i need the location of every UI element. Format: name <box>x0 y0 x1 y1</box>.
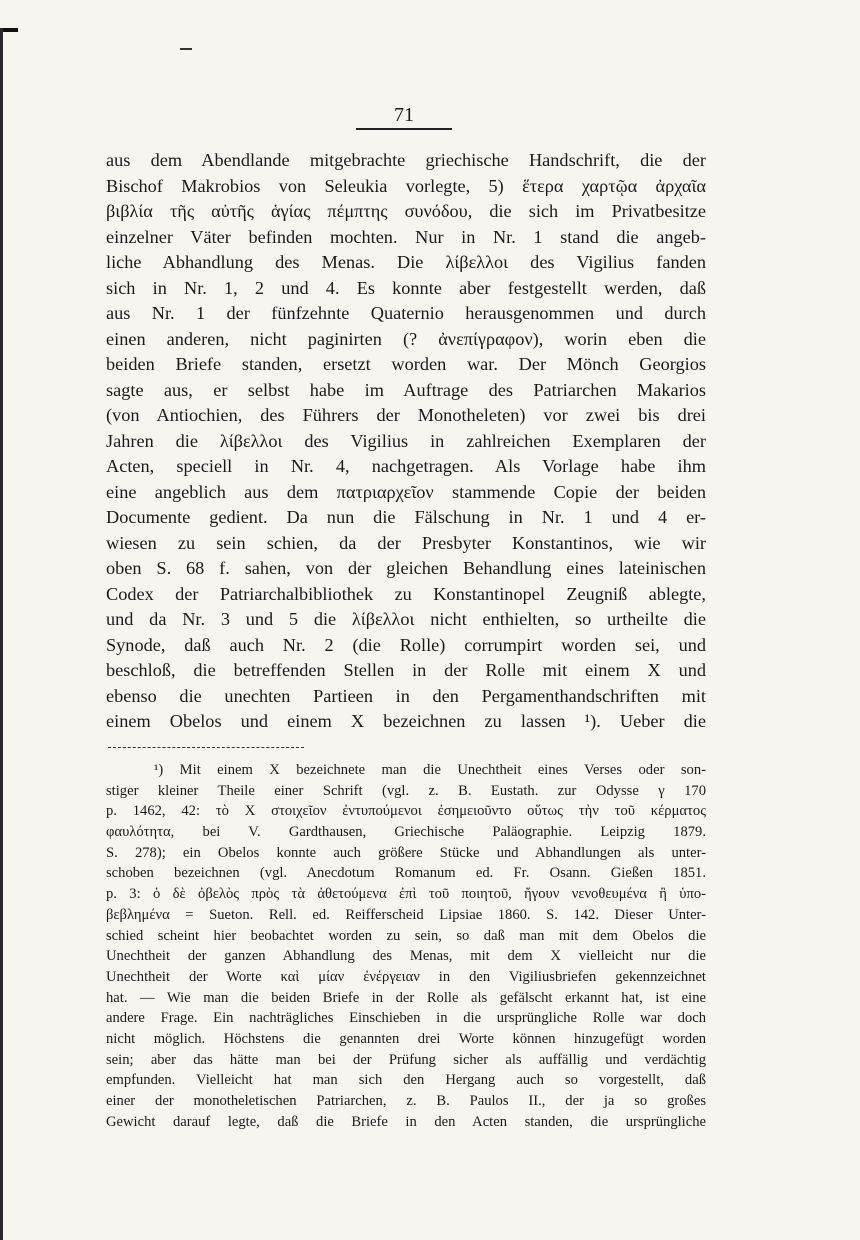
footnote-line: schoben bezeichnen (vgl. Anecdotum Romanum ed. Fr. Osann. Gießen 1851. <box>106 865 706 882</box>
body-line: liche Abhandlung des Menas. Die λίβελλοι des Vigilius fanden <box>106 252 706 272</box>
footnote-line: schied scheint hier beobachtet worden zu sein, so daß man mit dem Obelos die <box>106 927 706 944</box>
body-text <box>106 148 706 735</box>
body-line: aus dem Abendlande mitgebrachte griechische Handschrift, die der <box>106 150 706 170</box>
page-number: 71 <box>394 104 414 126</box>
body-line: Acten, speciell in Nr. 4, nachgetragen. Als Vorlage habe ihm <box>106 456 706 476</box>
footnotes <box>106 760 706 1132</box>
footnote-line: φαυλότητα, bei V. Gardthausen, Griechische Paläographie. Leipzig 1879. <box>106 824 706 841</box>
footnote-line: p. 1462, 42: τὸ X στοιχεῖον ἐντυπούμενοι ἐσημειοῦντο οὕτως τὴν τοῦ κέρματος <box>106 803 706 820</box>
body-line: einen anderen, nicht paginirten (? ἀνεπίγραφον), worin eben die <box>106 328 706 349</box>
body-line: aus Nr. 1 der fünfzehnte Quaternio herausgenommen und durch <box>106 303 706 323</box>
body-line: sich in Nr. 1, 2 und 4. Es konnte aber festgestellt werden, daß <box>106 277 706 298</box>
body-line: βιβλία τῆς αὐτῆς ἁγίας πέμπτης συνόδου, die sich im Privatbesitze <box>106 201 706 221</box>
footnote-line: einer der monotheletischen Patriarchen, z. B. Paulos II., der ja so großes <box>106 1093 706 1109</box>
body-line: Jahren die λίβελλοι des Vigilius in zahlreichen Exemplaren der <box>106 430 706 451</box>
body-line: ebenso die unechten Partieen in den Pergamenthandschriften mit <box>106 685 706 706</box>
footnote-line: nicht möglich. Höchstens die genannten drei Worte können hinzugefügt worden <box>106 1030 706 1047</box>
footnote-line: stiger kleiner Theile einer Schrift (vgl. z. B. Eustath. zur Odysse γ 170 <box>106 782 706 799</box>
footnote-line: βεβλημένα = Sueton. Rell. ed. Reifferscheid Lipsiae 1860. S. 142. Dieser Unter- <box>106 906 706 923</box>
body-line: wiesen zu sein schien, da der Presbyter Konstantinos, wie wir <box>106 532 706 553</box>
footnote-line: empfunden. Vielleicht hat man sich den Hergang auch so vorgestellt, daß <box>106 1072 706 1089</box>
body-line: eine angeblich aus dem πατριαρχεῖον stammende Copie der beiden <box>106 481 706 502</box>
body-line: beiden Briefe standen, ersetzt worden war. Der Mönch Georgios <box>106 354 706 374</box>
footnote-line: p. 3: ὁ δὲ ὀβελὸς πρὸς τὰ ἀθετούμενα ἐπὶ τοῦ ποιητοῦ, ἤγουν νενοθευμένα ἢ ὑπο- <box>106 886 706 903</box>
footnote-line: sein; aber das hätte man bei der Prüfung sicher als auffällig und verdächtig <box>106 1051 706 1068</box>
body-line: Bischof Makrobios von Seleukia vorlegte, 5) ἕτερα χαρτῷα ἀρχαῖα <box>106 175 706 196</box>
scan-edge-shadow <box>0 28 3 1240</box>
body-line: beschloß, die betreffenden Stellen in der Rolle mit einem X und <box>106 660 706 680</box>
body-line: einem Obelos und einem X bezeichnen zu lassen ¹). Ueber die <box>106 711 706 731</box>
body-line: (von Antiochien, des Führers der Monotheleten) vor zwei bis drei <box>106 405 706 425</box>
footnote-line: andere Frage. Ein nachträgliches Einschieben in die ursprüngliche Rolle war doch <box>106 1010 706 1027</box>
body-line: und da Nr. 3 und 5 die λίβελλοι nicht enthielten, so urtheilte die <box>106 609 706 629</box>
footnote-line: ¹) Mit einem X bezeichnete man die Unechtheit eines Verses oder son- <box>154 762 706 778</box>
stray-mark <box>180 48 192 50</box>
footnote-line: S. 278); ein Obelos konnte auch größere Stücke und Abhandlungen als unter- <box>106 844 706 861</box>
footnote-line: hat. — Wie man die beiden Briefe in der Rolle als gefälscht erkannt hat, ist eine <box>106 989 706 1006</box>
body-line: Codex der Patriarchalbibliothek zu Konstantinopel Zeugniß ablegte, <box>106 583 706 604</box>
body-line: Documente gedient. Da nun die Fälschung in Nr. 1 und 4 er- <box>106 507 706 527</box>
footnote-separator <box>108 747 304 748</box>
body-line: sagte aus, er selbst habe im Auftrage des Patriarchen Makarios <box>106 379 706 400</box>
body-line: einzelner Väter befinden mochten. Nur in Nr. 1 stand die angeb- <box>106 226 706 247</box>
page-number-rule <box>356 128 452 130</box>
footnote-line: Gewicht darauf legte, daß die Briefe in den Acten standen, die ursprüngliche <box>106 1113 706 1130</box>
footnote-line: Unechtheit der ganzen Abhandlung des Menas, mit dem X vielleicht nur die <box>106 948 706 965</box>
body-line: Synode, daß auch Nr. 2 (die Rolle) corrumpirt worden sei, und <box>106 634 706 655</box>
footnote-line: Unechtheit der Worte καὶ μίαν ἐνέργειαν in den Vigiliusbriefen gekennzeichnet <box>106 968 706 985</box>
body-line: oben S. 68 f. sahen, von der gleichen Behandlung eines lateinischen <box>106 558 706 578</box>
